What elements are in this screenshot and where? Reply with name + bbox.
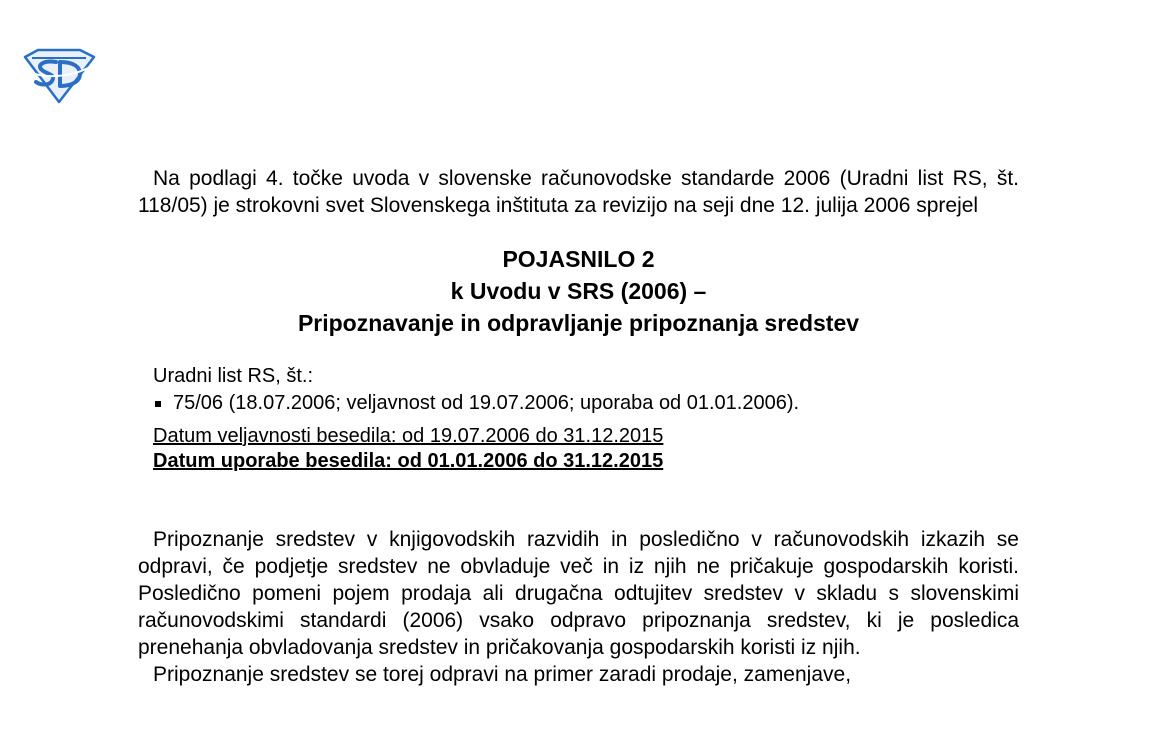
title-line-2: k Uvodu v SRS (2006) – xyxy=(450,278,707,304)
intro-paragraph: Na podlagi 4. točke uvoda v slovenske računovodske standarde 2006 (Uradni list RS, št. 118/05) je strokovni svet Slovenskega inštituta za revizijo na seji dne 12. julija 2006 sprejel xyxy=(138,167,1019,217)
official-gazette-section xyxy=(138,363,1019,417)
validity-date: Datum veljavnosti besedila: od 19.07.2006 do 31.12.2015 xyxy=(153,425,664,447)
document-title xyxy=(138,243,1019,339)
body-paragraph-2: Pripoznanje sredstev se torej odpravi na primer zaradi prodaje, zamenjave, xyxy=(153,663,852,686)
document-content xyxy=(138,165,1019,688)
application-date: Datum uporabe besedila: od 01.01.2006 do 31.12.2015 xyxy=(153,450,664,472)
gazette-list xyxy=(153,390,1019,417)
gazette-label: Uradni list RS, št.: xyxy=(153,365,314,387)
title-line-1: POJASNILO 2 xyxy=(502,246,655,272)
sd-shield-logo-icon xyxy=(22,48,96,104)
gazette-entry: 75/06 (18.07.2006; veljavnost od 19.07.2006; uporaba od 01.01.2006). xyxy=(153,390,1019,417)
title-line-3: Pripoznavanje in odpravljanje pripoznanja sredstev xyxy=(297,310,860,336)
body-text xyxy=(138,526,1019,688)
body-paragraph-1: Pripoznanje sredstev v knjigovodskih razvidih in posledično v računovodskih izkazih se odpravi, če podjetje sredstev ne obvladuje več in iz njih ne pričakuje gospodarskih koristi. Posledično pomeni pojem prodaja ali drugačna odtujitev sredstev v skladu s slovenskimi računovodskimi standardi (2006) vsako odpravo pripoznanja sredstev, ki je posledica prenehanja obvladovanja sredstev in pričakovanja gospodarskih koristi iz njih. xyxy=(138,528,1019,659)
dates-section xyxy=(138,424,1019,474)
